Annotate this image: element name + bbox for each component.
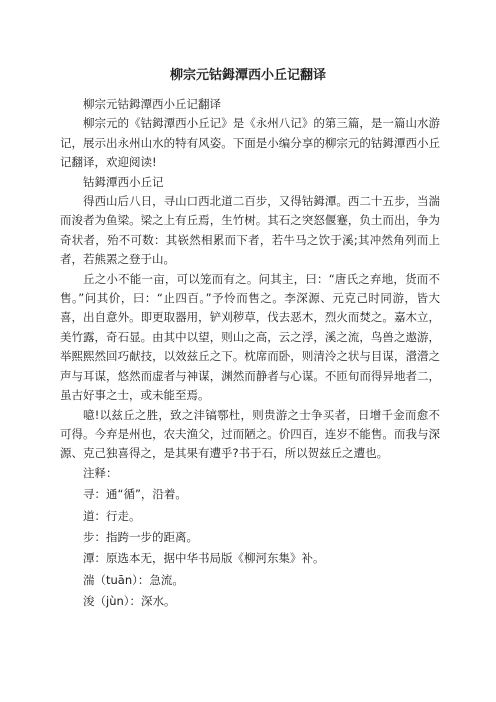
essay-paragraph-2: 丘之小不能一亩，可以笼而有之。问其主，曰：“唐氏之弃地，货而不售。”问其价，曰：“止四百。”予怜而售之。李深源、元克己时同游，皆大喜，出自意外。即更取器用，铲刈秽草，伐去恶木，烈火而焚之。嘉木立，美竹露，奇石显。由其中以望，则山之高，云之浮，溪之流，鸟兽之遨游，举熙熙然回巧献技，以效兹丘之下。枕席而卧，则清泠之状与目谋，瀯瀯之声与耳谋，悠然而虚者与神谋，渊然而静者与心谋。不匝旬而得异地者二，虽古好事之士，或未能至焉。 (60, 271, 440, 403)
note-item: 湍（tuān）：急流。 (83, 572, 184, 587)
note-item: 寻：通“循”，沿着。 (83, 487, 187, 502)
document-title: 柳宗元钴鉧潭西小丘记翻译 (169, 68, 326, 83)
essay-title-paragraph: 钴鉧潭西小丘记 (83, 174, 164, 189)
subtitle-paragraph: 柳宗元钴鉧潭西小丘记翻译 (83, 97, 221, 111)
notes-heading: 注释： (83, 465, 118, 480)
note-item: 步：指跨一步的距离。 (83, 529, 198, 544)
note-item: 潭：原选本无，据中华书局版《柳河东集》补。 (83, 551, 325, 566)
essay-paragraph-3: 噫!以兹丘之胜，致之沣镐鄠杜，则贵游之士争买者，日增千金而愈不可得。今弃是州也，农夫渔父，过而陋之。价四百，连岁不能售。而我与深源、克己独喜得之，是其果有遭乎?书于石，所以贺兹丘之遭也。 (60, 407, 440, 461)
intro-paragraph: 柳宗元的《钴鉧潭西小丘记》是《永州八记》的第三篇，是一篇山水游记，展示出永州山水的特有风姿。下面是小编分享的柳宗元的钴鉧潭西小丘记翻译，欢迎阅读! (60, 116, 440, 170)
document-body (60, 95, 440, 614)
essay-paragraph-1: 得西山后八日，寻山口西北道二百步，又得钴鉧潭。西二十五步，当湍而浚者为鱼梁。梁之上有丘焉，生竹树。其石之突怒偃蹇，负土而出，争为奇状者，殆不可数：其嵚然相累而下者，若牛马之饮于溪;其冲然角列而上者，若熊罴之登于山。 (60, 194, 440, 267)
note-item: 道：行走。 (83, 508, 141, 523)
note-item: 浚（jùn）：深水。 (83, 594, 176, 609)
